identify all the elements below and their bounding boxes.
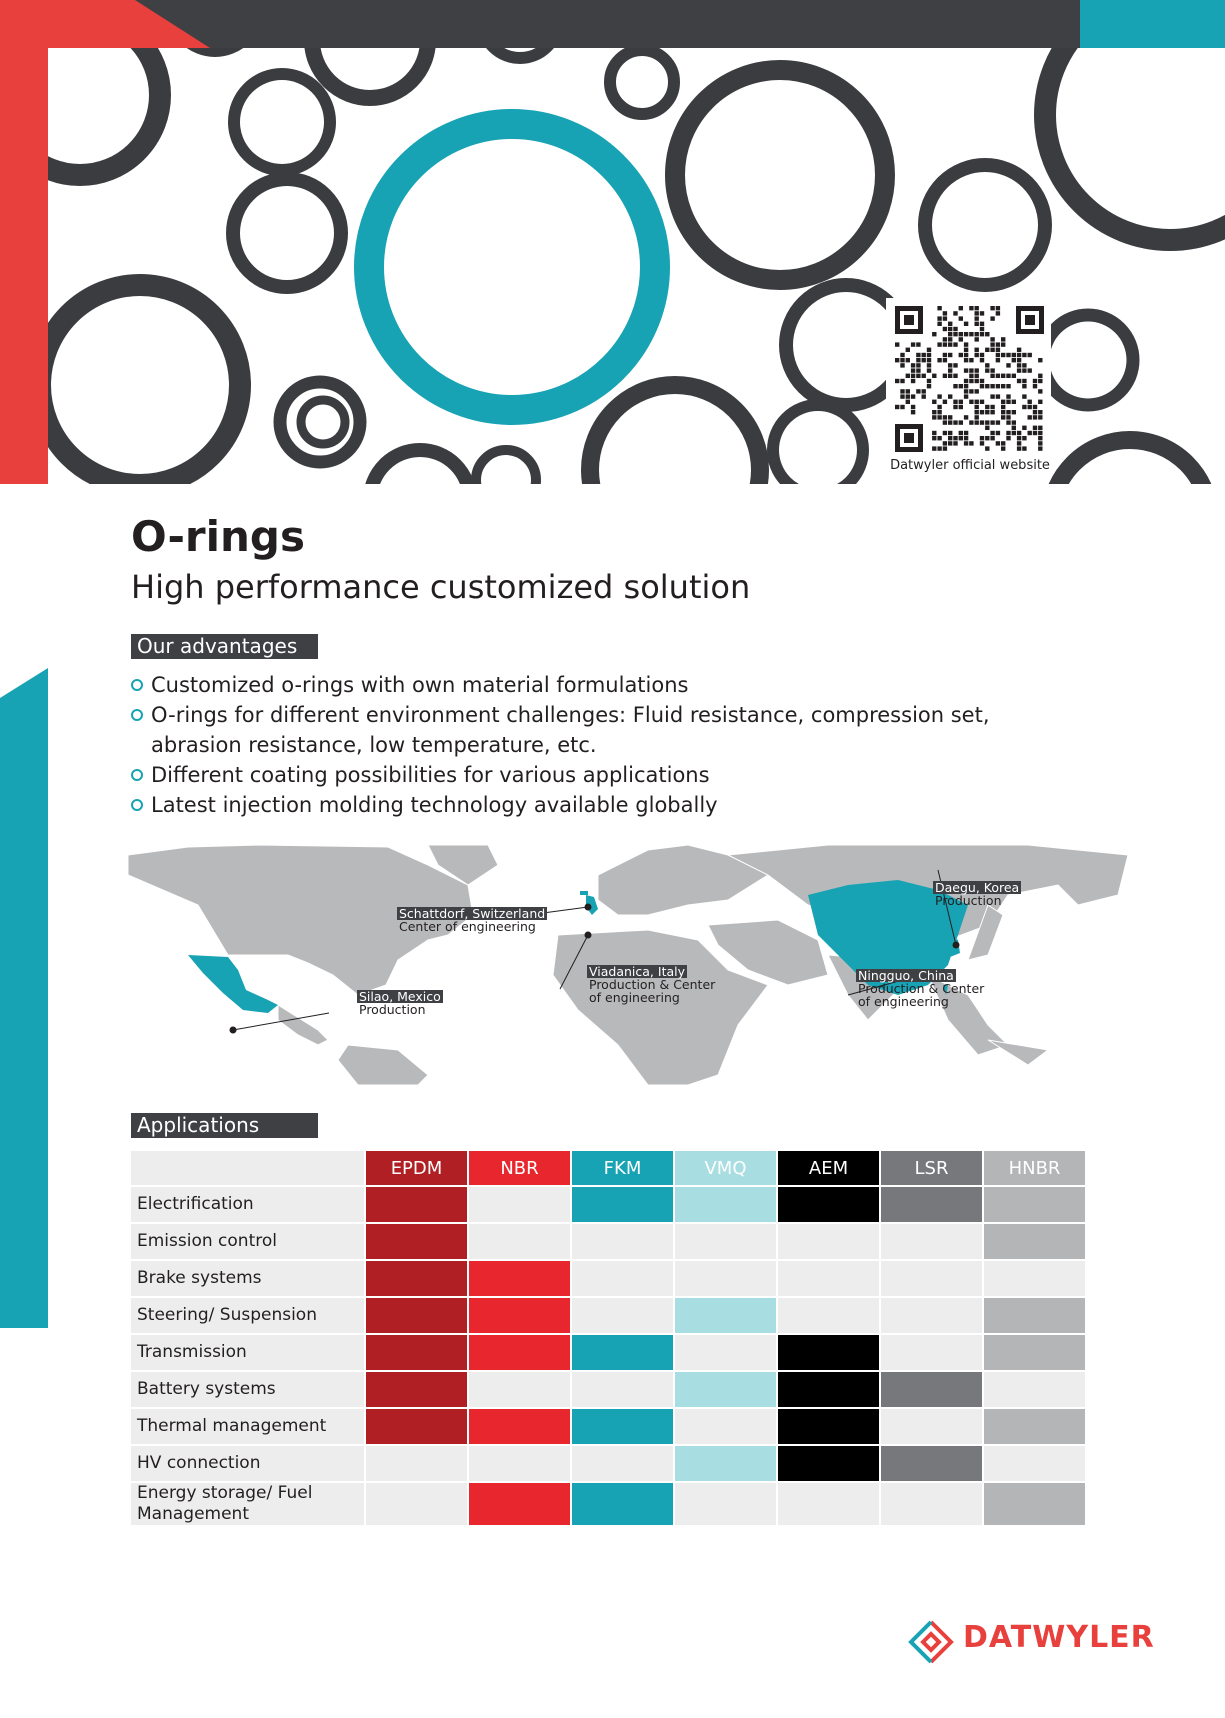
empty-cell	[881, 1224, 982, 1259]
advantages-list	[131, 670, 1031, 820]
material-header-fkm: FKM	[572, 1151, 673, 1185]
suitability-mark	[881, 1372, 982, 1407]
table-row	[131, 1446, 1085, 1481]
world-map	[128, 845, 1145, 1085]
empty-cell	[881, 1298, 982, 1333]
header-blank	[131, 1151, 364, 1185]
suitability-mark	[778, 1335, 879, 1370]
suitability-mark	[984, 1187, 1085, 1222]
empty-cell	[675, 1483, 776, 1525]
suitability-mark	[572, 1187, 673, 1222]
circle-bullet-icon	[131, 679, 143, 691]
application-name: Thermal management	[131, 1409, 364, 1444]
empty-cell	[984, 1261, 1085, 1296]
location-mexico: Silao, Mexico Production	[359, 989, 441, 1017]
suitability-mark	[366, 1298, 467, 1333]
application-name: Emission control	[131, 1224, 364, 1259]
suitability-mark	[366, 1261, 467, 1296]
application-name: HV connection	[131, 1446, 364, 1481]
empty-cell	[675, 1261, 776, 1296]
empty-cell	[778, 1298, 879, 1333]
datwyler-logo-mark-icon	[905, 1618, 957, 1666]
table-row	[131, 1409, 1085, 1444]
application-name: Transmission	[131, 1335, 364, 1370]
suitability-mark	[984, 1298, 1085, 1333]
material-header-lsr: LSR	[881, 1151, 982, 1185]
location-italy: Viadanica, Italy Production & Center of engineering	[589, 964, 716, 1005]
circle-bullet-icon	[131, 709, 143, 721]
page-subtitle: High performance customized solution	[131, 568, 751, 606]
table-row	[131, 1372, 1085, 1407]
suitability-mark	[572, 1335, 673, 1370]
advantage-item: Different coating possibilities for various applications	[131, 760, 1031, 790]
suitability-mark	[778, 1187, 879, 1222]
empty-cell	[881, 1261, 982, 1296]
material-header-vmq: VMQ	[675, 1151, 776, 1185]
applications-table	[129, 1149, 1087, 1527]
table-header-row	[131, 1151, 1085, 1185]
empty-cell	[572, 1298, 673, 1333]
suitability-mark	[366, 1224, 467, 1259]
empty-cell	[778, 1483, 879, 1525]
suitability-mark	[881, 1187, 982, 1222]
empty-cell	[984, 1372, 1085, 1407]
suitability-mark	[984, 1409, 1085, 1444]
circle-bullet-icon	[131, 799, 143, 811]
qr-code[interactable]	[886, 298, 1051, 458]
empty-cell	[881, 1335, 982, 1370]
datwyler-logo	[905, 1618, 1165, 1666]
suitability-mark	[675, 1446, 776, 1481]
empty-cell	[572, 1372, 673, 1407]
suitability-mark	[984, 1224, 1085, 1259]
applications-label: Applications	[131, 1113, 318, 1138]
suitability-mark	[366, 1372, 467, 1407]
suitability-mark	[469, 1261, 570, 1296]
table-row	[131, 1261, 1085, 1296]
suitability-mark	[469, 1298, 570, 1333]
empty-cell	[984, 1446, 1085, 1481]
empty-cell	[675, 1224, 776, 1259]
location-korea: Daegu, Korea Production	[935, 880, 1020, 908]
suitability-mark	[572, 1483, 673, 1525]
empty-cell	[366, 1446, 467, 1481]
datwyler-logo-text: DATWYLER	[963, 1620, 1155, 1655]
material-header-aem: AEM	[778, 1151, 879, 1185]
suitability-mark	[984, 1335, 1085, 1370]
suitability-mark	[675, 1187, 776, 1222]
advantage-item: O-rings for different environment challenges: Fluid resistance, compression set, abrasion resistance, low temperature, etc.	[131, 700, 1031, 760]
advantage-item: Customized o-rings with own material formulations	[131, 670, 1031, 700]
material-header-epdm: EPDM	[366, 1151, 467, 1185]
location-china: Ningguo, China Production & Center of engineering	[858, 968, 985, 1009]
empty-cell	[675, 1335, 776, 1370]
circle-bullet-icon	[131, 769, 143, 781]
qr-caption: Datwyler official website	[890, 458, 1050, 473]
application-name: Steering/ Suspension	[131, 1298, 364, 1333]
advantages-label: Our advantages	[131, 634, 318, 659]
suitability-mark	[469, 1483, 570, 1525]
suitability-mark	[572, 1409, 673, 1444]
teal-side-bar	[0, 668, 50, 1328]
suitability-mark	[469, 1335, 570, 1370]
suitability-mark	[984, 1483, 1085, 1525]
advantage-item: Latest injection molding technology available globally	[131, 790, 1031, 820]
empty-cell	[778, 1261, 879, 1296]
table-row	[131, 1224, 1085, 1259]
suitability-mark	[675, 1298, 776, 1333]
material-header-nbr: NBR	[469, 1151, 570, 1185]
application-name: Brake systems	[131, 1261, 364, 1296]
location-switzerland: Schattdorf, Switzerland Center of engineering	[399, 906, 546, 934]
suitability-mark	[366, 1187, 467, 1222]
page-title: O-rings	[131, 512, 305, 561]
table-row	[131, 1187, 1085, 1222]
suitability-mark	[778, 1409, 879, 1444]
empty-cell	[778, 1224, 879, 1259]
material-header-hnbr: HNBR	[984, 1151, 1085, 1185]
empty-cell	[469, 1224, 570, 1259]
suitability-mark	[366, 1335, 467, 1370]
table-row	[131, 1335, 1085, 1370]
suitability-mark	[778, 1446, 879, 1481]
suitability-mark	[366, 1409, 467, 1444]
application-name: Battery systems	[131, 1372, 364, 1407]
suitability-mark	[881, 1446, 982, 1481]
application-name: Energy storage/ Fuel Management	[131, 1483, 364, 1525]
empty-cell	[469, 1446, 570, 1481]
empty-cell	[572, 1261, 673, 1296]
empty-cell	[469, 1187, 570, 1222]
empty-cell	[881, 1483, 982, 1525]
suitability-mark	[778, 1372, 879, 1407]
suitability-mark	[675, 1372, 776, 1407]
table-row	[131, 1298, 1085, 1333]
suitability-mark	[469, 1409, 570, 1444]
table-row	[131, 1483, 1085, 1525]
empty-cell	[572, 1446, 673, 1481]
empty-cell	[881, 1409, 982, 1444]
empty-cell	[675, 1409, 776, 1444]
empty-cell	[469, 1372, 570, 1407]
empty-cell	[366, 1483, 467, 1525]
empty-cell	[572, 1224, 673, 1259]
application-name: Electrification	[131, 1187, 364, 1222]
